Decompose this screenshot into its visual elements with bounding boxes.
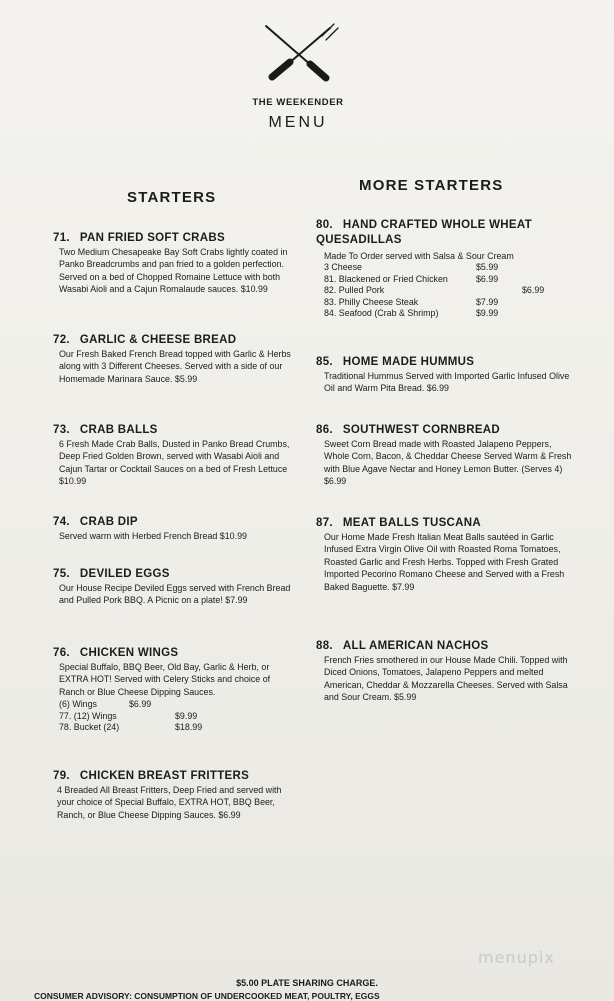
item-name: HOME MADE HUMMUS	[342, 356, 475, 368]
item-description: Special Buffalo, BBQ Beer, Old Bay, Garlic & Herb, or EXTRA HOT! Served with Celery Sticks and choice of Ranch or Blue Cheese Dipping Sauces.	[59, 662, 271, 697]
item-description: 6 Fresh Made Crab Balls, Dusted in Panko Bread Crumbs, Deep Fried Golden Brown, served with Wasabi Aioli and Cajun Tartar or Cocktail Sauces on a bed of Fresh Lettuce $10.99	[59, 439, 290, 487]
item-name: PAN FRIED SOFT CRABS	[79, 232, 225, 244]
item-number: 76.	[53, 647, 70, 659]
item-description: Two Medium Chesapeake Bay Soft Crabs lightly coated in Panko Breadcrumbs and pan fried to a golden perfection. Served on a bed of Chopped Romaine Lettuce with both Wasabi Aioli and a Cajun Romalaude sauces. $10.99	[59, 247, 288, 295]
restaurant-name: THE WEEKENDER	[252, 97, 344, 108]
more-starters-heading: MORE STARTERS	[359, 177, 504, 194]
item-name: SOUTHWEST CORNBREAD	[342, 424, 501, 436]
menu-item	[53, 232, 298, 296]
item-name: CRAB DIP	[79, 516, 138, 528]
item-number: 80.	[316, 219, 333, 231]
item-number: 72.	[53, 334, 70, 346]
item-description: Made To Order served with Salsa & Sour Cream	[324, 251, 514, 261]
menu-item	[53, 568, 298, 607]
menu-item	[53, 647, 298, 733]
item-number: 71.	[53, 232, 70, 244]
item-option: 84. Seafood (Crab & Shrimp) $9.99	[324, 308, 499, 319]
item-number: 75.	[53, 568, 70, 580]
item-description: Our Home Made Fresh Italian Meat Balls sautéed in Garlic Infused Extra Virgin Olive Oil with Roasted Roma Tomatoes, Roasted Garlic and Fresh Herbs. Topped with Fresh Grated Imported Pecorino Romano Cheese and Served with a Fresh Baked Baguette. $7.99	[324, 532, 565, 592]
crossed-knife-fork-icon	[252, 22, 342, 86]
item-option: (6) Wings $6.99	[59, 699, 152, 710]
item-name: CRAB BALLS	[79, 424, 158, 436]
menu-item	[316, 424, 574, 488]
item-option: 77. (12) Wings $9.99	[59, 710, 198, 721]
menu-item	[316, 517, 574, 593]
item-name: MEAT BALLS TUSCANA	[342, 517, 481, 529]
item-description: Served warm with Herbed French Bread $10.99	[59, 531, 247, 541]
item-option: 81. Blackened or Fried Chicken $6.99	[324, 273, 499, 284]
item-number: 86.	[316, 424, 333, 436]
item-name: CHICKEN WINGS	[79, 647, 179, 659]
page-title: MENU	[268, 114, 328, 131]
menu-item	[53, 770, 298, 821]
menu-item	[316, 640, 574, 704]
item-name: DEVILED EGGS	[79, 568, 170, 580]
item-number: 74.	[53, 516, 70, 528]
starters-heading: STARTERS	[127, 189, 217, 206]
item-number: 88.	[316, 640, 333, 652]
item-description: Traditional Hummus Served with Imported Garlic Infused Olive Oil and Warm Pita Bread. $6.99	[324, 371, 570, 394]
item-description: Sweet Corn Bread made with Roasted Jalapeno Peppers, Whole Corn, Bacon, & Cheddar Cheese Served Warm & Fresh with Blue Agave Nectar and Honey Lemon Butter. (Serves 4) $6.99	[324, 439, 572, 487]
item-name: CHICKEN BREAST FRITTERS	[79, 770, 250, 782]
item-option: 83. Philly Cheese Steak $7.99	[324, 296, 499, 307]
item-option: 78. Bucket (24) $18.99	[59, 722, 203, 733]
watermark: menupix	[478, 948, 555, 967]
consumer-advisory: CONSUMER ADVISORY: CONSUMPTION OF UNDERCOOKED MEAT, POULTRY, EGGS	[34, 991, 380, 1001]
menu-item	[53, 516, 298, 542]
item-name: HAND CRAFTED WHOLE WHEAT QUESADILLAS	[316, 219, 532, 246]
menu-item	[53, 334, 298, 385]
plate-sharing-charge: $5.00 PLATE SHARING CHARGE.	[236, 978, 378, 988]
item-number: 73.	[53, 424, 70, 436]
item-number: 87.	[316, 517, 333, 529]
item-description: Our Fresh Baked French Bread topped with Garlic & Herbs along with 3 Different Cheeses. Served with a side of our Homemade Marinara Sauce. $5.99	[59, 349, 291, 384]
menu-item	[316, 218, 574, 319]
item-number: 79.	[53, 770, 70, 782]
item-description: French Fries smothered in our House Made Chili. Topped with Diced Onions, Tomatoes, Jalapeno Peppers and melted American, Cheddar & Mozzarella Cheeses. Served with Salsa and Sour Cream. $5.99	[324, 655, 568, 703]
item-name: ALL AMERICAN NACHOS	[342, 640, 489, 652]
item-description: 4 Breaded All Breast Fritters, Deep Fried and served with your choice of Special Buffalo, EXTRA HOT, BBQ Beer, Ranch, or Blue Cheese Dipping Sauces. $6.99	[57, 785, 282, 820]
item-number: 85.	[316, 356, 333, 368]
menu-item	[316, 356, 574, 395]
item-name: GARLIC & CHEESE BREAD	[79, 334, 237, 346]
item-description: Our House Recipe Deviled Eggs served with French Bread and Pulled Pork BBQ. A Picnic on a plate! $7.99	[59, 583, 291, 606]
item-option: 3 Cheese $5.99	[324, 262, 499, 273]
item-option: 82. Pulled Pork $6.99	[324, 285, 545, 296]
menu-item	[53, 424, 298, 488]
